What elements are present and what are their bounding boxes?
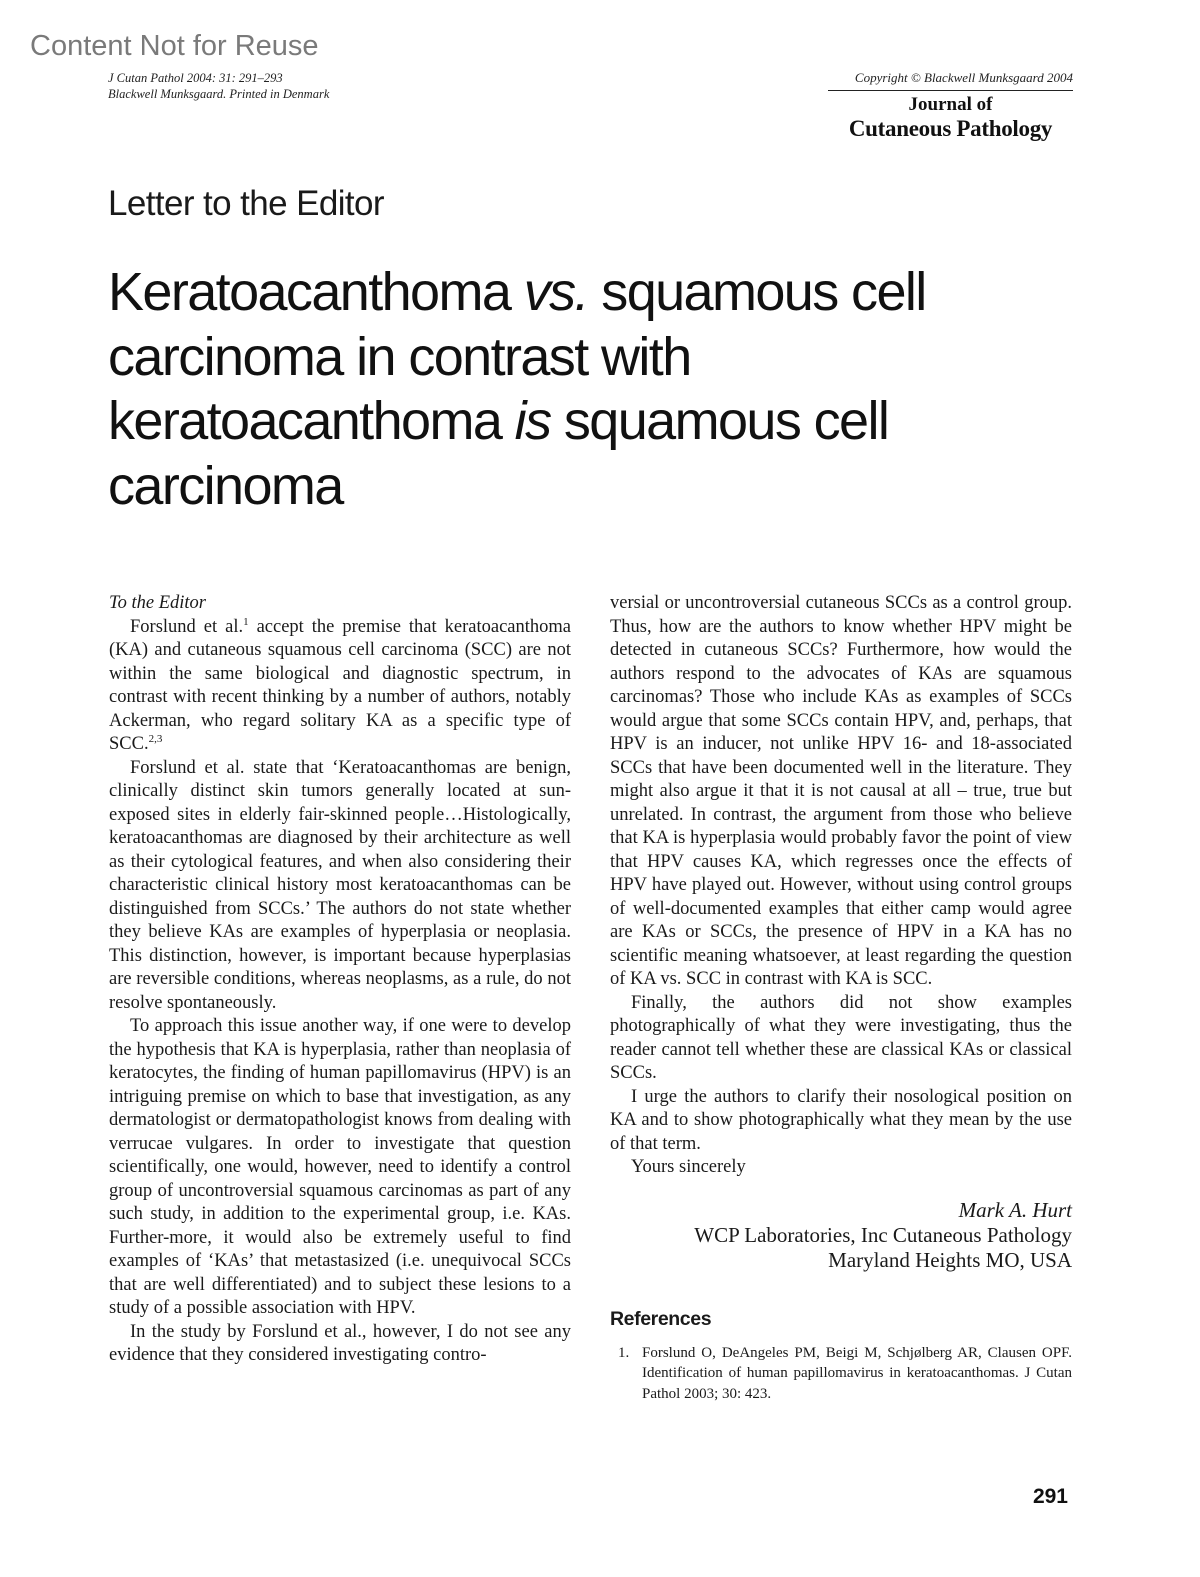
journal-name-line-2: Cutaneous Pathology <box>848 116 1053 141</box>
reference-item <box>610 1343 1072 1405</box>
right-column <box>610 592 1072 1404</box>
p1-lead: Forslund et al. <box>130 616 244 637</box>
copyright-notice: Copyright © Blackwell Munksgaard 2004 <box>828 70 1073 91</box>
paragraph-5: Finally, the authors did not show examples photographically of what they were investigating, thus the reader cannot tell whether these are classical KAs or classical SCCs. <box>610 992 1072 1083</box>
citation-line-2: Blackwell Munksgaard. Printed in Denmark <box>108 87 330 101</box>
paragraph-2: Forslund et al. state that ‘Keratoacanthomas are benign, clinically distinct skin tumors generally located at sun-exposed sites in elderly fair-skinned people…Histologically, keratoacanthomas are diagnosed by their architecture as well as their cytological features, and when also considering their characteristic clinical history most keratoacanthomas can be distinguished from SCCs.’ The authors do not state whether they believe KAs are examples of hyperplasia or neoplasia. This distinction, however, is important because hyperplasias are reversible conditions, whereas neoplasms, as a rule, do not resolve spontaneously. <box>109 757 571 1013</box>
salutation: To the Editor <box>109 593 206 613</box>
paragraph-4-start: In the study by Forslund et al., however, I do not see any evidence that they considered investigating contro- <box>109 1321 571 1365</box>
paragraph-1 <box>109 616 571 757</box>
reference-number: 1. <box>618 1344 630 1361</box>
title-is: is <box>514 391 551 451</box>
paragraph-4-continued: versial or uncontroversial cutaneous SCCs as a control group. Thus, how are the authors to know whether HPV might be detected in cutaneous SCCs? Furthermore, how would the authors respond to the advocates of KAs are squamous carcinomas? Those who include KAs as examples of SCCs would argue that some SCCs contain HPV, and, perhaps, that HPV is an inducer, not unlike HPV 16- and 18-associated SCCs that have been documented well in the literature. They might also argue it that it is not causal at all – true, true but unrelated. In contrast, the argument from those who believe that KA is hyperplasia would probably favor the point of view that HPV causes KA, which regresses once the effects of HPV have played out. However, without using control groups of well-documented examples that either camp would agree are KAs or SCCs, the presence of HPV in a KA has no scientific meaning whatsoever, at least regarding the question of KA vs. SCC in contrast with KA is SCC. <box>610 593 1072 989</box>
journal-masthead <box>828 94 1073 142</box>
page-number: 291 <box>1032 1485 1068 1508</box>
title-part-3: squamous cell carcinoma <box>108 391 889 516</box>
watermark: Content Not for Reuse <box>30 30 319 62</box>
reference-text: Forslund O, DeAngeles PM, Beigi M, Schjølberg AR, Clausen OPF. Identification of human papillomavirus in keratoacanthomas. J Cutan Pathol 2003; 30: 423. <box>642 1344 1072 1402</box>
p1-body: accept the premise that keratoacanthoma (KA) and cutaneous squamous cell carcinoma (SCC) are not within the same biological and diagnostic spectrum, in contrast with recent thinking by a number of authors, notably Ackerman, who regard solitary KA as a specific type of SCC. <box>109 616 571 754</box>
journal-citation <box>108 70 329 102</box>
paragraph-6: I urge the authors to clarify their nosological position on KA and to show photographically what they mean by the use of that term. <box>610 1086 1072 1154</box>
title-part-2: squamous cell carcinoma in contrast with keratoacanthoma <box>108 262 926 451</box>
author-location: Maryland Heights MO, USA <box>828 1247 1072 1272</box>
author-affiliation: WCP Laboratories, Inc Cutaneous Pathology <box>694 1222 1072 1247</box>
title-part-1: Keratoacanthoma <box>108 262 524 322</box>
citation-superscript-2: 2,3 <box>148 733 163 745</box>
journal-name-line-1: Journal of <box>908 94 993 115</box>
citation-superscript-1: 1 <box>243 615 249 628</box>
left-column <box>109 592 571 1368</box>
paragraph-3: To approach this issue another way, if one were to develop the hypothesis that KA is hyperplasia, rather than neoplasia of keratocytes, the finding of human papillomavirus (HPV) is an intriguing premise on which to base that investigation, as any dermatologist or dermatopathologist knows from dealing with verrucae vulgares. In order to investigate that question scientifically, one would, however, need to identify a control group of uncontroversial squamous carcinomas as part of any such study, in addition to the experimental group, i.e. KAs. Further-more, it would also be extremely useful to find examples of ‘KAs’ that metastasized (i.e. unequivocal SCCs that are well differentiated) and to subject these lesions to a study of a possible association with HPV. <box>109 1016 571 1318</box>
article-type-label: Letter to the Editor <box>108 184 384 223</box>
article-title <box>108 260 928 518</box>
references-heading: References <box>610 1307 712 1330</box>
title-vs: vs. <box>523 262 588 322</box>
closing: Yours sincerely <box>631 1157 746 1177</box>
signature-block <box>610 1198 1072 1273</box>
author-name: Mark A. Hurt <box>958 1197 1072 1222</box>
citation-line-1: J Cutan Pathol 2004: 31: 291–293 <box>108 71 283 85</box>
